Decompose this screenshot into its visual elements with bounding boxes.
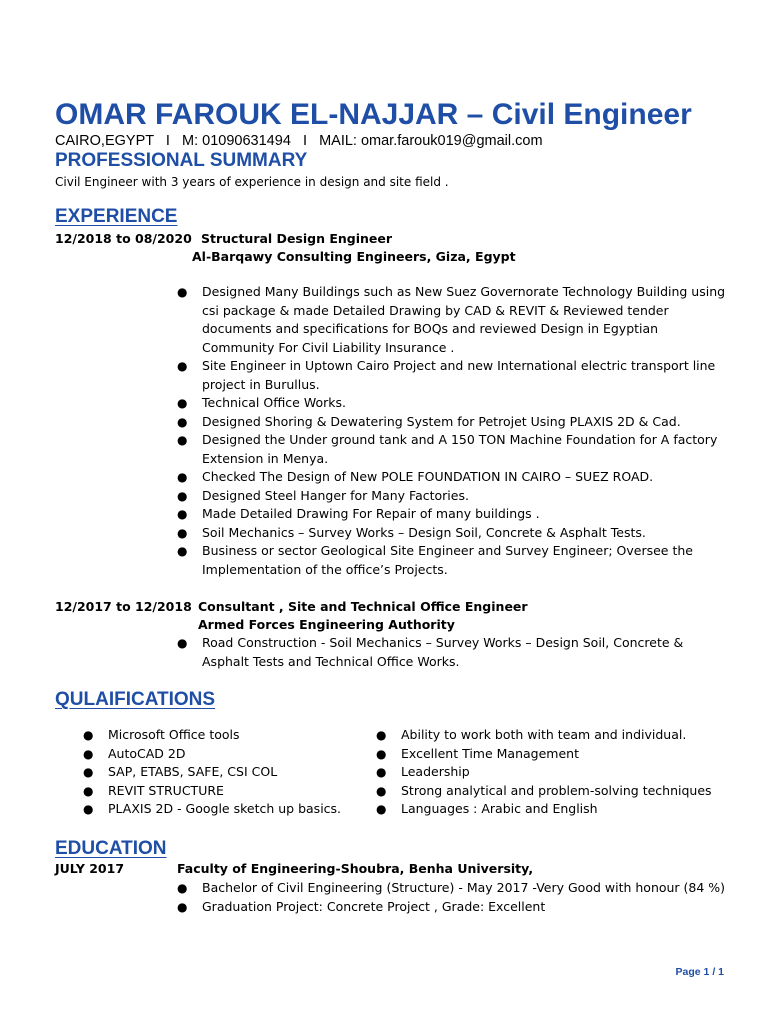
bullet-icon: ● (376, 783, 387, 798)
qualification-text: REVIT STRUCTURE (108, 782, 224, 798)
list-item (83, 726, 363, 745)
job-dates: 12/2018 to 08/2020 (55, 231, 192, 246)
education-date: JULY 2017 (55, 861, 125, 876)
list-item (376, 763, 736, 782)
bullet-icon: ● (83, 728, 94, 742)
list-item (177, 487, 729, 506)
education-heading: EDUCATION (55, 838, 167, 859)
bullet-icon: ● (177, 488, 188, 503)
qualifications-list-right (376, 726, 736, 819)
bullet-icon: ● (177, 359, 188, 373)
list-item (177, 542, 729, 579)
page-title: OMAR FAROUK EL-NAJJAR – Civil Engineer (55, 98, 692, 131)
bullet-icon: ● (376, 746, 387, 761)
list-item (177, 634, 729, 671)
bullet-text: Designed Shoring & Dewatering System for Petrojet Using PLAXIS 2D & Cad. (202, 413, 681, 429)
list-item (83, 763, 363, 782)
list-item (83, 782, 363, 801)
bullet-icon: ● (177, 525, 188, 540)
qualification-text: Microsoft Office tools (108, 727, 240, 742)
bullet-icon: ● (177, 470, 188, 484)
bullet-icon: ● (376, 728, 387, 742)
list-item (83, 745, 363, 764)
experience-heading: EXPERIENCE (55, 206, 178, 227)
bullet-icon: ● (177, 881, 188, 895)
list-item (177, 879, 737, 898)
bullet-icon: ● (177, 285, 188, 299)
education-text: Graduation Project: Concrete Project , Grade: Excellent (202, 898, 546, 914)
list-item (177, 413, 729, 432)
bullet-icon: ● (177, 433, 188, 447)
bullet-text: Designed Steel Hanger for Many Factories. (202, 487, 469, 503)
bullet-icon: ● (83, 746, 94, 761)
bullet-text: Checked The Design of New POLE FOUNDATION IN CAIRO – SUEZ ROAD. (202, 469, 654, 484)
bullet-text: Site Engineer in Uptown Cairo Project and new International electric transport line project in Burullus. (202, 358, 716, 392)
contact-line: CAIRO,EGYPT I M: 01090631494 I MAIL: omar.farouk019@gmail.com (55, 133, 543, 149)
job-company: Armed Forces Engineering Authority (198, 617, 455, 632)
bullet-icon: ● (83, 802, 94, 816)
bullet-icon: ● (177, 507, 188, 521)
bullet-text: Made Detailed Drawing For Repair of many buildings . (202, 506, 540, 521)
list-item (177, 468, 729, 487)
qualification-text: PLAXIS 2D - Google sketch up basics. (108, 801, 342, 816)
qualification-text: Leadership (401, 764, 470, 779)
list-item (83, 800, 363, 819)
bullet-icon: ● (177, 396, 188, 410)
list-item (177, 431, 729, 468)
qualification-text: Ability to work both with team and individual. (401, 727, 687, 742)
list-item (177, 505, 729, 524)
bullet-icon: ● (376, 802, 387, 816)
qualifications-list-left (83, 726, 363, 819)
education-text: Bachelor of Civil Engineering (Structure) - May 2017 -Very Good with honour (84 %) (202, 880, 726, 895)
education-institution: Faculty of Engineering-Shoubra, Benha University, (177, 861, 534, 876)
bullet-text: Designed Many Buildings such as New Suez Governorate Technology Building using csi package & made Detailed Drawing by CAD & REVIT & Reviewed tender documents and specifications for BOQs and reviewed Design in Egyptian Community For Civil Liability Insurance . (202, 284, 726, 355)
qualification-text: AutoCAD 2D (108, 745, 186, 761)
list-item (177, 283, 729, 357)
list-item (376, 800, 736, 819)
qualification-text: Languages : Arabic and English (401, 801, 598, 816)
bullet-icon: ● (83, 783, 94, 798)
bullet-icon: ● (177, 414, 188, 429)
bullet-text: Soil Mechanics – Survey Works – Design Soil, Concrete & Asphalt Tests. (202, 524, 646, 540)
bullet-text: Designed the Under ground tank and A 150 TON Machine Foundation for A factory Extension in Menya. (202, 432, 718, 466)
qualifications-heading: QULAIFICATIONS (55, 689, 216, 710)
list-item (177, 524, 729, 543)
bullet-text: Business or sector Geological Site Engineer and Survey Engineer; Oversee the Implementation of the office’s Projects. (202, 543, 693, 577)
summary-text: Civil Engineer with 3 years of experience in design and site field . (55, 175, 449, 189)
job-title: Consultant , Site and Technical Office Engineer (198, 599, 528, 614)
bullet-text: Road Construction - Soil Mechanics – Survey Works – Design Soil, Concrete & Asphalt Tests and Technical Office Works. (202, 635, 684, 669)
page-number: Page 1 / 1 (675, 966, 724, 978)
qualification-text: Excellent Time Management (401, 745, 579, 761)
list-item (376, 726, 736, 745)
bullet-text: Technical Office Works. (202, 395, 346, 410)
list-item (376, 782, 736, 801)
bullet-icon: ● (177, 544, 188, 558)
qualification-text: SAP, ETABS, SAFE, CSI COL (108, 764, 278, 779)
job-bullet-list (177, 283, 729, 579)
bullet-icon: ● (83, 765, 94, 779)
job-bullet-list (177, 634, 729, 671)
bullet-icon: ● (177, 899, 188, 914)
bullet-icon: ● (177, 636, 188, 650)
summary-heading: PROFESSIONAL SUMMARY (55, 150, 308, 171)
list-item (177, 394, 729, 413)
list-item (177, 357, 729, 394)
education-bullet-list (177, 879, 737, 916)
list-item (376, 745, 736, 764)
job-dates: 12/2017 to 12/2018 (55, 599, 192, 614)
job-title: Structural Design Engineer (201, 231, 393, 246)
list-item (177, 898, 737, 917)
qualification-text: Strong analytical and problem-solving techniques (401, 782, 712, 798)
job-company: Al-Barqawy Consulting Engineers, Giza, Egypt (192, 249, 516, 264)
bullet-icon: ● (376, 765, 387, 779)
